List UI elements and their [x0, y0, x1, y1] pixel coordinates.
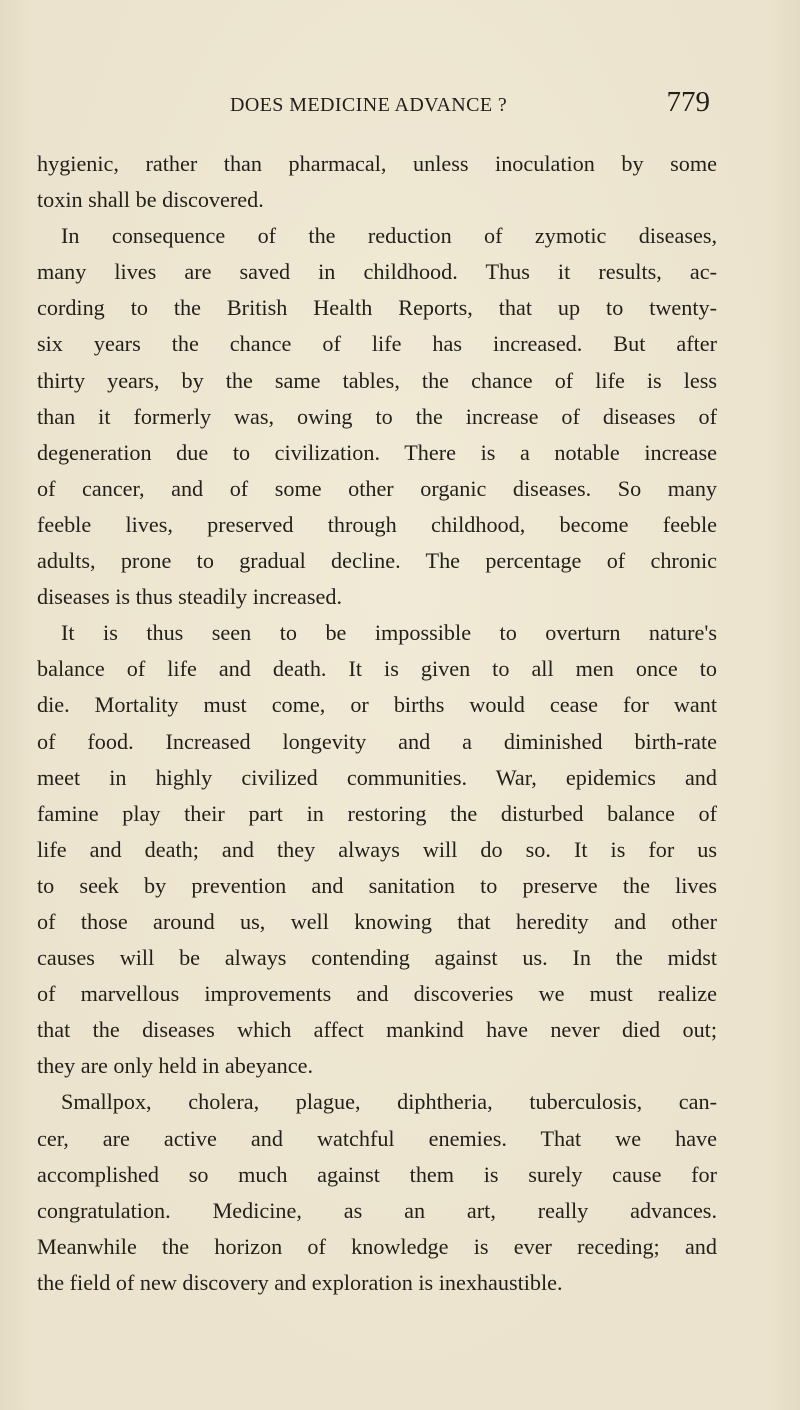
text-line: meet in highly civilized communities. War, epidemics and [37, 764, 717, 790]
text-line: congratulation. Medicine, as an art, really advances. [37, 1197, 717, 1223]
text-line: causes will be always contending against us. In the midst [37, 945, 717, 971]
text-line: that the diseases which affect mankind have never died out; [37, 1017, 717, 1043]
body-text [37, 146, 717, 1301]
text-line: cording to the British Health Reports, that up to twenty- [37, 295, 717, 321]
text-line: they are only held in abeyance. [37, 1053, 313, 1079]
text-line: of marvellous improvements and discoveries we must realize [37, 981, 717, 1007]
page-number: 779 [666, 86, 710, 118]
text-line: Smallpox, cholera, plague, diphtheria, tuberculosis, can- [61, 1089, 717, 1115]
text-line: of food. Increased longevity and a diminished birth-rate [37, 728, 717, 754]
text-line: of cancer, and of some other organic diseases. So many [37, 475, 717, 501]
text-line: cer, are active and watchful enemies. That we have [37, 1125, 717, 1151]
page-header [130, 88, 710, 128]
text-line: die. Mortality must come, or births would cease for want [37, 692, 717, 718]
text-line: Meanwhile the horizon of knowledge is ever receding; and [37, 1233, 717, 1259]
text-line: to seek by prevention and sanitation to preserve the lives [37, 872, 717, 898]
text-line: degeneration due to civilization. There is a notable increase [37, 439, 717, 465]
text-line: many lives are saved in childhood. Thus it results, ac- [37, 259, 717, 285]
text-line: balance of life and death. It is given to all men once to [37, 656, 717, 682]
text-line: diseases is thus steadily increased. [37, 584, 343, 610]
text-line: It is thus seen to be impossible to overturn nature's [61, 620, 717, 646]
text-line: of those around us, well knowing that heredity and other [37, 908, 717, 934]
text-line: feeble lives, preserved through childhood, become feeble [37, 511, 717, 537]
text-line: accomplished so much against them is surely cause for [37, 1161, 717, 1187]
running-head: DOES MEDICINE ADVANCE ? [230, 94, 508, 116]
text-line: life and death; and they always will do so. It is for us [37, 836, 717, 862]
text-line: the field of new discovery and exploration is inexhaustible. [37, 1269, 563, 1295]
text-line: In consequence of the reduction of zymotic diseases, [61, 223, 717, 249]
text-line: six years the chance of life has increased. But after [37, 331, 717, 357]
text-line: toxin shall be discovered. [37, 187, 264, 213]
text-line: than it formerly was, owing to the increase of diseases of [37, 403, 717, 429]
text-line: adults, prone to gradual decline. The percentage of chronic [37, 548, 717, 574]
text-line: thirty years, by the same tables, the chance of life is less [37, 367, 717, 393]
text-line: famine play their part in restoring the disturbed balance of [37, 800, 717, 826]
text-line: hygienic, rather than pharmacal, unless inoculation by some [37, 151, 717, 176]
